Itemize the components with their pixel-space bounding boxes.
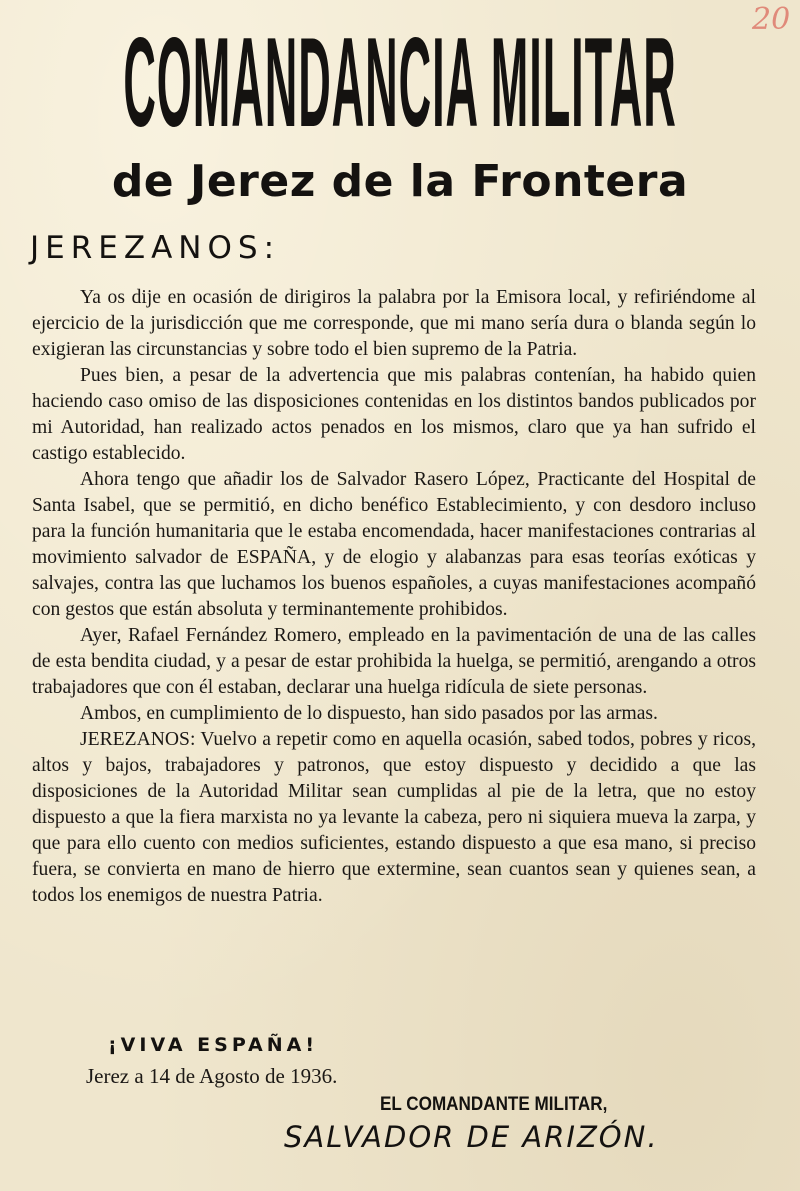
document-subtitle: de Jerez de la Frontera xyxy=(111,156,689,207)
date-line: Jerez a 14 de Agosto de 1936. xyxy=(86,1064,338,1088)
paragraph: Ayer, Rafael Fernández Romero, empleado en la pavimentación de una de las calles de esta bendita ciudad, y a pesar de estar prohibida la huelga, se permitió, arengando a otros trabajadores que con él estaban, declarar una huelga ridícula de siete personas. xyxy=(32,625,756,698)
closing-cheer: ¡VIVA ESPAÑA! xyxy=(108,1034,318,1056)
page-number-annotation: 20 xyxy=(752,2,791,37)
paragraph: Ambos, en cumplimiento de lo dispuesto, han sido pasados por las armas. xyxy=(80,703,658,724)
document-title: COMANDANCIA MILITAR xyxy=(123,18,677,146)
paragraph: JEREZANOS: Vuelvo a repetir como en aquella ocasión, sabed todos, pobres y ricos, altos y bajos, trabajadores y patronos, que estoy dispuesto y decidido a que las disposiciones de la Autoridad Militar sean cumplidas al pie de la letra, que no estoy dispuesto a que la fiera marxista no ya levante la cabeza, pero ni siquiera mueva la zarpa, y que para ello cuento con medios suficientes, estando dispuesto a que esa mano, si preciso fuera, se convierta en mano de hierro que extermine, sean cuantos sean y quienes sean, a todos los enemigos de nuestra Patria. xyxy=(32,729,756,906)
proclamation-body xyxy=(32,285,756,909)
paragraph: Pues bien, a pesar de la advertencia que mis palabras contenían, ha habido quien haciendo caso omiso de las disposiciones contenidas en los distintos bandos publicados por mi Autoridad, han realizado actos penados en los mismos, claro que ya han sufrido el castigo establecido. xyxy=(32,365,756,464)
signatory-title: EL COMANDANTE MILITAR, xyxy=(380,1094,608,1115)
paragraph: Ya os dije en ocasión de dirigiros la palabra por la Emisora local, y refiriéndome al ejercicio de la jurisdicción que me corresponde, que mi mano sería dura o blanda según lo exigieran las circunstancias y sobre todo el bien supremo de la Patria. xyxy=(32,287,756,360)
signatory-name: SALVADOR DE ARIZÓN. xyxy=(284,1120,659,1154)
title-banner xyxy=(30,18,770,146)
paragraph: Ahora tengo que añadir los de Salvador Rasero López, Practicante del Hospital de Santa Isabel, que se permitió, en dicho benéfico Establecimiento, y con desdoro incluso para la función humanitaria que le estaba encomendada, hacer manifestaciones contrarias al movimiento salvador de ESPAÑA, y de elogio y alabanzas para esas teorías exóticas y salvajes, contra las que luchamos los buenos españoles, a cuyas manifestaciones acompañó con gestos que están absoluta y terminantemente prohibidos. xyxy=(32,469,756,620)
salutation: JEREZANOS: xyxy=(30,230,281,266)
